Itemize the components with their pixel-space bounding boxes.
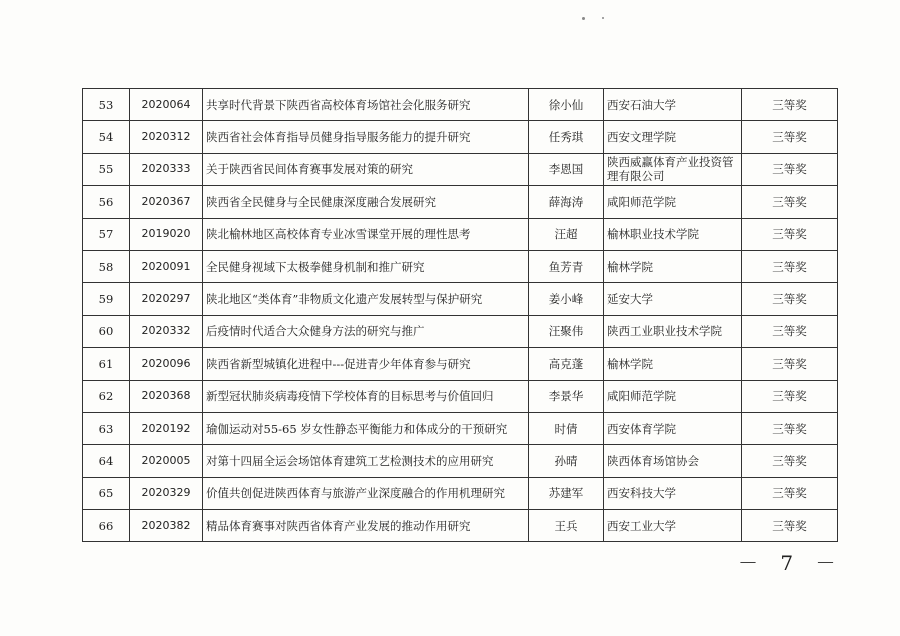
project-id: 2019020 xyxy=(130,218,203,250)
organization: 延安大学 xyxy=(604,283,742,315)
page-number: － 7 － xyxy=(738,551,844,575)
project-title: 陕西省社会体育指导员健身指导服务能力的提升研究 xyxy=(203,121,529,153)
organization: 榆林学院 xyxy=(604,348,742,380)
project-id: 2020064 xyxy=(130,89,203,121)
table-row xyxy=(83,477,838,509)
award-level: 三等奖 xyxy=(742,380,838,412)
project-title: 瑜伽运动对55-65 岁女性静态平衡能力和体成分的干预研究 xyxy=(203,412,529,444)
organization: 西安文理学院 xyxy=(604,121,742,153)
award-level: 三等奖 xyxy=(742,153,838,185)
row-number: 64 xyxy=(83,445,130,477)
project-title: 共享时代背景下陕西省高校体育场馆社会化服务研究 xyxy=(203,89,529,121)
row-number: 63 xyxy=(83,412,130,444)
award-level: 三等奖 xyxy=(742,412,838,444)
project-title: 陕北地区“类体育”非物质文化遗产发展转型与保护研究 xyxy=(203,283,529,315)
award-level: 三等奖 xyxy=(742,250,838,282)
author-name: 薛海涛 xyxy=(529,186,604,218)
table-row xyxy=(83,153,838,185)
project-id: 2020332 xyxy=(130,315,203,347)
project-title: 价值共创促进陕西体育与旅游产业深度融合的作用机理研究 xyxy=(203,477,529,509)
project-id: 2020005 xyxy=(130,445,203,477)
award-level: 三等奖 xyxy=(742,477,838,509)
award-level: 三等奖 xyxy=(742,510,838,542)
table-row xyxy=(83,412,838,444)
table-row xyxy=(83,380,838,412)
row-number: 66 xyxy=(83,510,130,542)
project-id: 2020312 xyxy=(130,121,203,153)
organization: 咸阳师范学院 xyxy=(604,186,742,218)
author-name: 苏建军 xyxy=(529,477,604,509)
table-row xyxy=(83,445,838,477)
row-number: 59 xyxy=(83,283,130,315)
author-name: 李景华 xyxy=(529,380,604,412)
table-row xyxy=(83,510,838,542)
project-title: 陕西省新型城镇化进程中---促进青少年体育参与研究 xyxy=(203,348,529,380)
organization: 陕西体育场馆协会 xyxy=(604,445,742,477)
organization: 榆林职业技术学院 xyxy=(604,218,742,250)
row-number: 54 xyxy=(83,121,130,153)
award-level: 三等奖 xyxy=(742,315,838,347)
table-row xyxy=(83,186,838,218)
award-level: 三等奖 xyxy=(742,186,838,218)
project-id: 2020091 xyxy=(130,250,203,282)
project-title: 关于陕西省民间体育赛事发展对策的研究 xyxy=(203,153,529,185)
author-name: 汪超 xyxy=(529,218,604,250)
row-number: 58 xyxy=(83,250,130,282)
table-row xyxy=(83,283,838,315)
awards-table-body xyxy=(83,89,838,542)
project-id: 2020333 xyxy=(130,153,203,185)
project-title: 全民健身视域下太极拳健身机制和推广研究 xyxy=(203,250,529,282)
project-title: 新型冠状肺炎病毒疫情下学校体育的目标思考与价值回归 xyxy=(203,380,529,412)
author-name: 徐小仙 xyxy=(529,89,604,121)
organization: 咸阳师范学院 xyxy=(604,380,742,412)
author-name: 鱼芳青 xyxy=(529,250,604,282)
row-number: 53 xyxy=(83,89,130,121)
author-name: 王兵 xyxy=(529,510,604,542)
organization: 西安体育学院 xyxy=(604,412,742,444)
project-title: 陕北榆林地区高校体育专业冰雪课堂开展的理性思考 xyxy=(203,218,529,250)
project-title: 对第十四届全运会场馆体育建筑工艺检测技术的应用研究 xyxy=(203,445,529,477)
project-id: 2020329 xyxy=(130,477,203,509)
organization: 榆林学院 xyxy=(604,250,742,282)
project-id: 2020367 xyxy=(130,186,203,218)
row-number: 65 xyxy=(83,477,130,509)
row-number: 55 xyxy=(83,153,130,185)
table-row xyxy=(83,89,838,121)
author-name: 孙晴 xyxy=(529,445,604,477)
row-number: 62 xyxy=(83,380,130,412)
project-title: 后疫情时代适合大众健身方法的研究与推广 xyxy=(203,315,529,347)
table-row xyxy=(83,218,838,250)
award-level: 三等奖 xyxy=(742,89,838,121)
row-number: 56 xyxy=(83,186,130,218)
organization: 陕西威赢体育产业投资管理有限公司 xyxy=(604,153,742,185)
project-id: 2020096 xyxy=(130,348,203,380)
author-name: 任秀琪 xyxy=(529,121,604,153)
table-row xyxy=(83,250,838,282)
project-title: 陕西省全民健身与全民健康深度融合发展研究 xyxy=(203,186,529,218)
organization: 陕西工业职业技术学院 xyxy=(604,315,742,347)
table-row xyxy=(83,315,838,347)
row-number: 61 xyxy=(83,348,130,380)
organization: 西安石油大学 xyxy=(604,89,742,121)
row-number: 57 xyxy=(83,218,130,250)
project-id: 2020368 xyxy=(130,380,203,412)
project-id: 2020192 xyxy=(130,412,203,444)
scan-speck xyxy=(602,17,604,19)
awards-table xyxy=(82,88,838,542)
project-id: 2020297 xyxy=(130,283,203,315)
project-title: 精品体育赛事对陕西省体育产业发展的推动作用研究 xyxy=(203,510,529,542)
award-level: 三等奖 xyxy=(742,445,838,477)
author-name: 高克蓬 xyxy=(529,348,604,380)
row-number: 60 xyxy=(83,315,130,347)
organization: 西安科技大学 xyxy=(604,477,742,509)
award-level: 三等奖 xyxy=(742,348,838,380)
award-level: 三等奖 xyxy=(742,121,838,153)
award-level: 三等奖 xyxy=(742,218,838,250)
organization: 西安工业大学 xyxy=(604,510,742,542)
project-id: 2020382 xyxy=(130,510,203,542)
table-row xyxy=(83,121,838,153)
author-name: 汪聚伟 xyxy=(529,315,604,347)
scan-speck xyxy=(582,17,585,20)
table-row xyxy=(83,348,838,380)
author-name: 李恩国 xyxy=(529,153,604,185)
author-name: 姜小峰 xyxy=(529,283,604,315)
award-level: 三等奖 xyxy=(742,283,838,315)
author-name: 时倩 xyxy=(529,412,604,444)
